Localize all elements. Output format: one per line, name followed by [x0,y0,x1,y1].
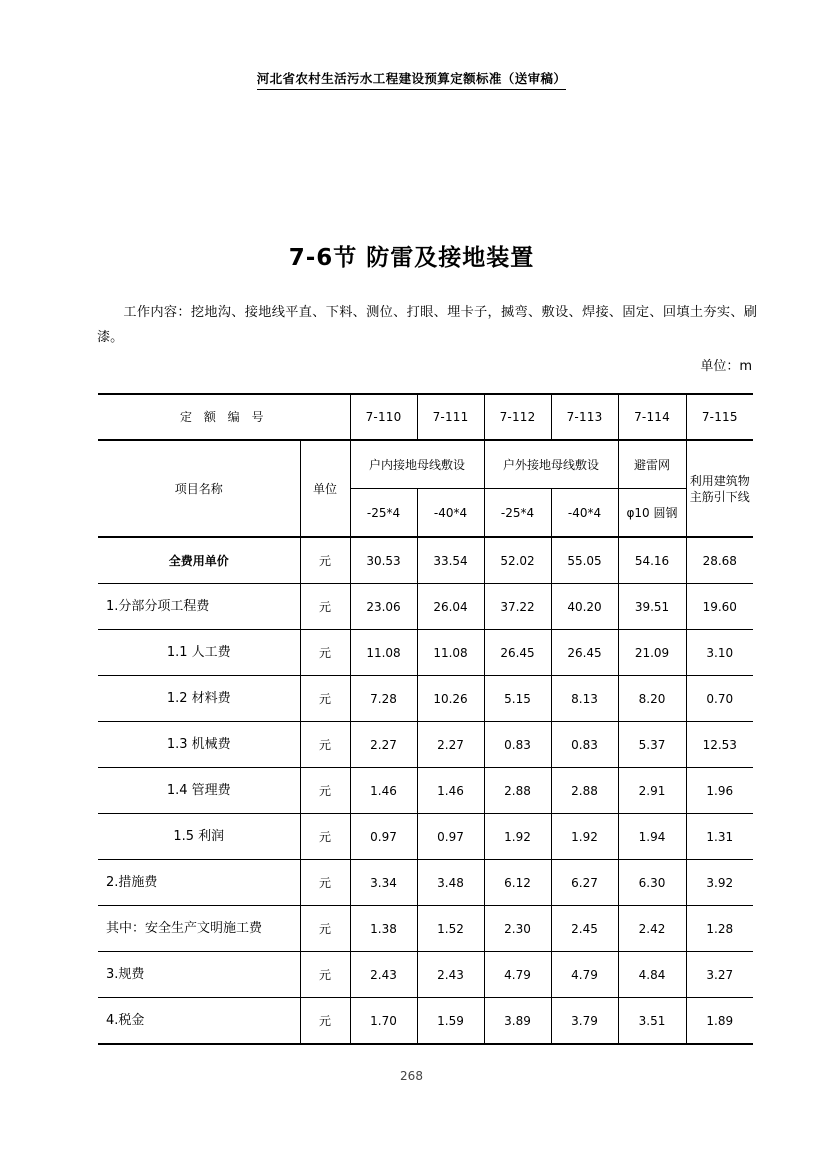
cell-value: 3.10 [686,630,753,676]
cell-value: 5.37 [618,722,686,768]
row-label: 1.5 利润 [98,814,300,860]
cell-value: 19.60 [686,584,753,630]
last-column-line1: 利用建筑物 [689,473,750,488]
cell-value: 2.27 [417,722,484,768]
table-row [98,860,753,906]
group-header-0: 户内接地母线敷设 [350,440,484,489]
row-label: 1.4 管理费 [98,768,300,814]
cell-value: 3.89 [484,998,551,1045]
unit-header: 单位 [300,440,350,537]
cell-value: 1.31 [686,814,753,860]
spec-2: -25*4 [484,489,551,538]
cell-value: 7.28 [350,676,417,722]
cell-value: 40.20 [551,584,618,630]
cell-value: 2.42 [618,906,686,952]
row-label: 1.3 机械费 [98,722,300,768]
table-row [98,952,753,998]
row-label: 其中：安全生产文明施工费 [98,906,300,952]
quota-table-wrap [98,393,753,1045]
cell-value: 39.51 [618,584,686,630]
cell-value: 0.97 [350,814,417,860]
cell-value: 37.22 [484,584,551,630]
cell-value: 28.68 [686,537,753,584]
cell-value: 11.08 [417,630,484,676]
cell-value: 1.28 [686,906,753,952]
quota-header-group-row [98,440,753,489]
project-name-header: 项目名称 [98,440,300,537]
row-unit: 元 [300,906,350,952]
table-row [98,768,753,814]
row-unit: 元 [300,630,350,676]
cell-value: 21.09 [618,630,686,676]
cell-value: 0.83 [484,722,551,768]
row-unit: 元 [300,537,350,584]
cell-value: 2.88 [484,768,551,814]
spec-4: φ10 圆钢 [618,489,686,538]
table-row [98,584,753,630]
row-unit: 元 [300,584,350,630]
row-unit: 元 [300,676,350,722]
work-content-paragraph: 工作内容：挖地沟、接地线平直、下料、测位、打眼、埋卡子，搣弯、敷设、焊接、固定、回填土夯实、刷漆。 [97,305,757,345]
last-column-header [686,440,753,537]
table-row [98,537,753,584]
cell-value: 26.04 [417,584,484,630]
cell-value: 0.97 [417,814,484,860]
quota-code-7-111: 7-111 [417,394,484,440]
cell-value: 2.88 [551,768,618,814]
cell-value: 1.92 [551,814,618,860]
cell-value: 2.91 [618,768,686,814]
row-unit: 元 [300,860,350,906]
row-label: 3.规费 [98,952,300,998]
row-unit: 元 [300,998,350,1045]
page-number: 268 [400,1069,423,1083]
cell-value: 1.52 [417,906,484,952]
quota-code-7-112: 7-112 [484,394,551,440]
cell-value: 2.43 [417,952,484,998]
last-column-line2: 主筋引下线 [689,489,750,504]
row-unit: 元 [300,814,350,860]
section-title: 7-6节 防雷及接地装置 [288,245,535,271]
spec-0: -25*4 [350,489,417,538]
cell-value: 6.30 [618,860,686,906]
cell-value: 1.59 [417,998,484,1045]
row-label: 2.措施费 [98,860,300,906]
quota-code-7-114: 7-114 [618,394,686,440]
cell-value: 8.20 [618,676,686,722]
cell-value: 3.51 [618,998,686,1045]
cell-value: 1.92 [484,814,551,860]
table-row [98,630,753,676]
quota-number-label: 定 额 编 号 [98,394,350,440]
cell-value: 5.15 [484,676,551,722]
row-label: 1.分部分项工程费 [98,584,300,630]
cell-value: 8.13 [551,676,618,722]
running-header-text: 河北省农村生活污水工程建设预算定额标准（送审稿） [257,70,567,90]
cell-value: 12.53 [686,722,753,768]
cell-value: 3.27 [686,952,753,998]
cell-value: 2.45 [551,906,618,952]
quota-header-code-row [98,394,753,440]
spec-1: -40*4 [417,489,484,538]
quota-table [98,393,753,1045]
quota-code-7-113: 7-113 [551,394,618,440]
cell-value: 0.83 [551,722,618,768]
cell-value: 10.26 [417,676,484,722]
table-row [98,814,753,860]
cell-value: 2.30 [484,906,551,952]
cell-value: 26.45 [484,630,551,676]
cell-value: 2.43 [350,952,417,998]
quota-code-7-110: 7-110 [350,394,417,440]
cell-value: 54.16 [618,537,686,584]
cell-value: 1.94 [618,814,686,860]
cell-value: 33.54 [417,537,484,584]
spec-3: -40*4 [551,489,618,538]
cell-value: 30.53 [350,537,417,584]
cell-value: 4.79 [551,952,618,998]
row-unit: 元 [300,768,350,814]
cell-value: 3.48 [417,860,484,906]
cell-value: 11.08 [350,630,417,676]
cell-value: 3.34 [350,860,417,906]
group-header-1: 户外接地母线敷设 [484,440,618,489]
cell-value: 1.70 [350,998,417,1045]
unit-note: 单位：m [700,359,752,374]
row-label: 4.税金 [98,998,300,1045]
cell-value: 4.84 [618,952,686,998]
group-header-2: 避雷网 [618,440,686,489]
cell-value: 6.27 [551,860,618,906]
cell-value: 4.79 [484,952,551,998]
table-row [98,722,753,768]
table-row [98,676,753,722]
row-label: 1.1 人工费 [98,630,300,676]
cell-value: 1.89 [686,998,753,1045]
table-row [98,998,753,1045]
cell-value: 1.96 [686,768,753,814]
running-header [0,68,823,90]
cell-value: 1.46 [417,768,484,814]
row-label: 1.2 材料费 [98,676,300,722]
cell-value: 3.92 [686,860,753,906]
quota-code-7-115: 7-115 [686,394,753,440]
row-unit: 元 [300,722,350,768]
cell-value: 55.05 [551,537,618,584]
cell-value: 1.38 [350,906,417,952]
cell-value: 52.02 [484,537,551,584]
cell-value: 6.12 [484,860,551,906]
cell-value: 23.06 [350,584,417,630]
row-unit: 元 [300,952,350,998]
row-label: 全费用单价 [98,537,300,584]
table-row [98,906,753,952]
cell-value: 26.45 [551,630,618,676]
cell-value: 1.46 [350,768,417,814]
cell-value: 0.70 [686,676,753,722]
cell-value: 3.79 [551,998,618,1045]
cell-value: 2.27 [350,722,417,768]
